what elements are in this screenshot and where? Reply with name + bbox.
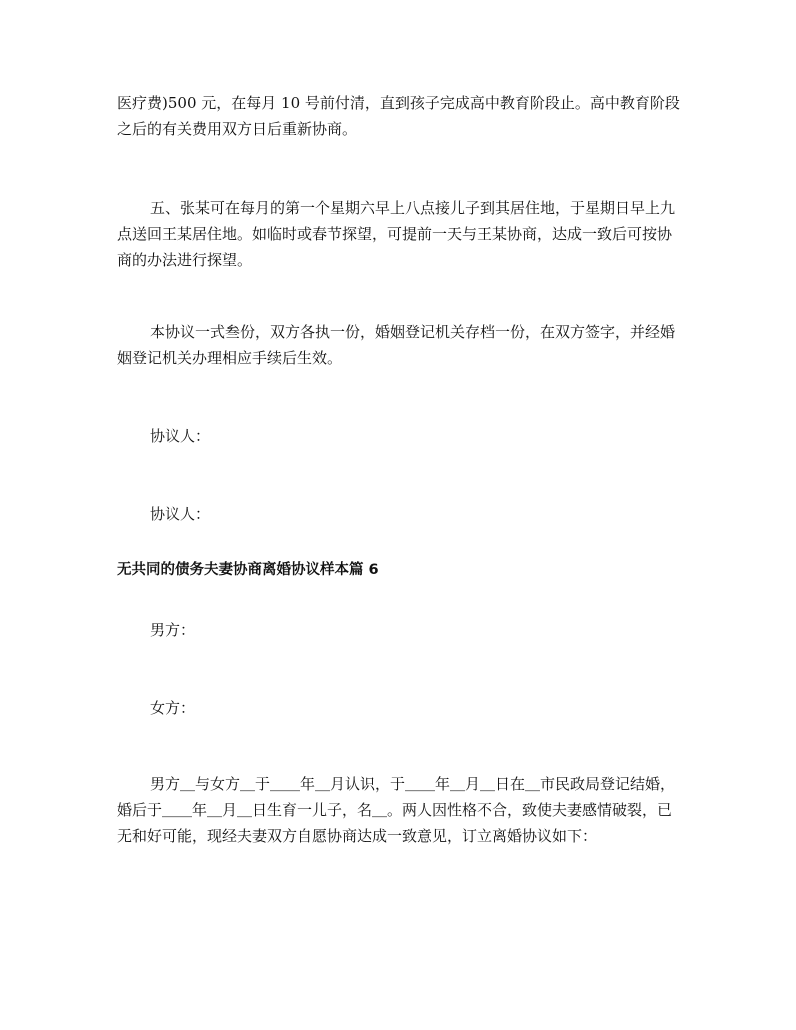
paragraph-medical-fees: 医疗费)500 元，在每月 10 号前付清，直到孩子完成高中教育阶段止。高中教育阶段之后的有关费用双方日后重新协商。	[117, 94, 680, 138]
paragraph-visitation: 五、张某可在每月的第一个星期六早上八点接儿子到其居住地，于星期日早上九点送回王某居住地。如临时或春节探望，可提前一天与王某协商，达成一致后可按协商的办法进行探望。	[117, 199, 676, 269]
signatory-line-1: 协议人：	[150, 427, 211, 445]
paragraph-copies: 本协议一式叁份，双方各执一份，婚姻登记机关存档一份，在双方签字，并经婚姻登记机关办理相应手续后生效。	[117, 323, 676, 367]
male-party-label: 男方：	[150, 621, 196, 639]
section-title: 无共同的债务夫妻协商离婚协议样本篇 6	[117, 562, 379, 578]
signatory-line-2: 协议人：	[150, 505, 211, 523]
paragraph-introduction: 男方＿与女方＿于＿＿年＿月认识，于＿＿年＿月＿日在＿市民政局登记结婚，婚后于＿＿年＿月＿日生育一儿子，名＿。两人因性格不合，致使夫妻感情破裂，已无和好可能，现经夫妻双方自愿协商达成一致意见，订立离婚协议如下：	[117, 775, 676, 845]
female-party-label: 女方：	[150, 699, 196, 717]
